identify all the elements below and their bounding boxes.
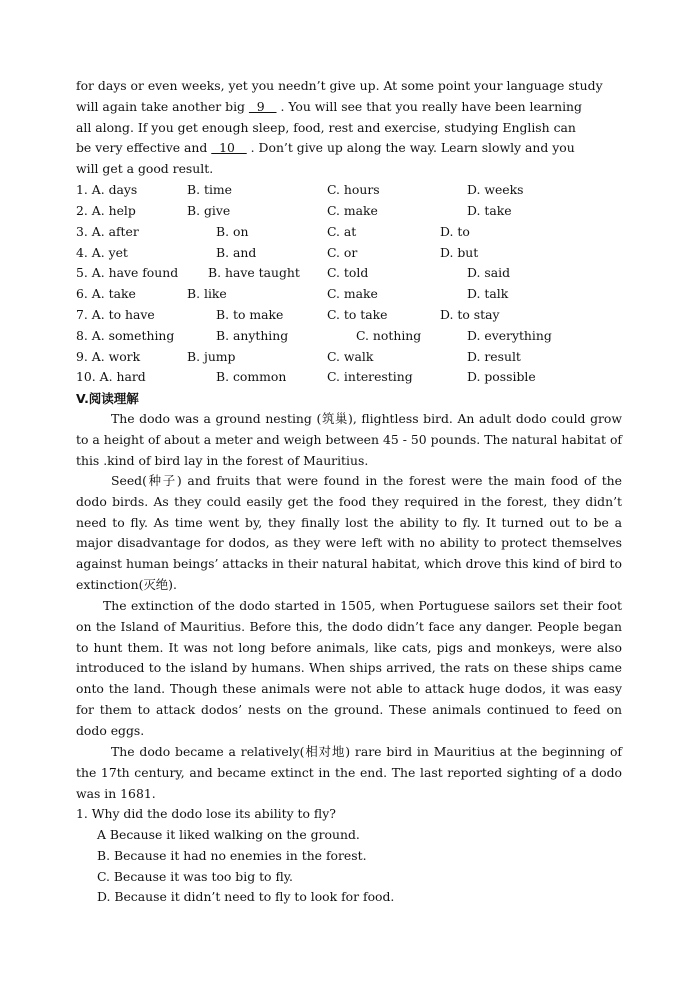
option-b: B. give — [187, 203, 231, 218]
option-b: B. have taught — [208, 265, 300, 280]
option-c: C. told — [327, 265, 369, 280]
question-1-choice-a: A Because it liked walking on the ground. — [97, 827, 360, 842]
option-b: B. and — [216, 245, 257, 260]
option-d: D. possible — [467, 369, 536, 384]
passage-paragraph-1: The dodo was a ground nesting (筑巢), flightless bird. An adult dodo could grow to a height of about a meter and weigh between 45 - 50 pounds. The natural habitat of this .kind of bird lay in the forest of Mauritius. — [76, 411, 622, 468]
option-b: B. on — [216, 224, 249, 239]
cloze-line-4 — [76, 138, 622, 159]
option-d: D. talk — [467, 286, 509, 301]
passage-paragraph-3: The extinction of the dodo started in 1505, when Portuguese sailors set their foot on the Island of Mauritius. Before this, the dodo didn’t face any danger. People began to hunt them. It was not long before animals, like cats, pigs and monkeys, were also introduced to the island by humans. When ships arrived, the rats on these ships came onto the land. Though these animals were not able to attack huge dodos, it was easy for them to attack dodos’ nests on the ground. These animals continued to feed on dodo eggs. — [76, 598, 622, 738]
option-c: C. or — [327, 245, 358, 260]
option-a: 9. A. work — [76, 349, 141, 364]
option-c: C. at — [327, 224, 357, 239]
option-d: D. to stay — [440, 307, 500, 322]
option-d: D. but — [440, 245, 479, 260]
passage-paragraph-4: The dodo became a relatively(相对地) rare bird in Mauritius at the beginning of the 17th century, and became extinct in the end. The last reported sighting of a dodo was in 1681. — [76, 744, 622, 801]
cloze-line-2-end: . You will see that you really have been learning — [276, 98, 582, 114]
option-b: B. common — [216, 369, 287, 384]
cloze-passage-tail — [76, 76, 622, 180]
option-d: D. weeks — [467, 182, 524, 197]
option-c: C. make — [327, 286, 378, 301]
question-1-choice-d: D. Because it didn’t need to fly to look for food. — [97, 889, 395, 904]
cloze-line-3: all along. If you get enough sleep, food, rest and exercise, studying English can — [76, 119, 576, 135]
question-1-choice-c: C. Because it was too big to fly. — [97, 869, 293, 884]
option-b: B. to make — [216, 307, 284, 322]
option-a: 8. A. something — [76, 328, 175, 343]
option-c: C. make — [327, 203, 378, 218]
option-d: D. said — [467, 265, 511, 280]
option-c: C. hours — [327, 182, 380, 197]
option-b: B. anything — [216, 328, 289, 343]
option-d: D. to — [440, 224, 470, 239]
option-a: 1. A. days — [76, 182, 138, 197]
option-a: 10. A. hard — [76, 369, 146, 384]
question-1-choice-b: B. Because it had no enemies in the forest. — [97, 848, 367, 863]
blank-9: 9 — [248, 98, 277, 114]
cloze-line-5: will get a good result. — [76, 161, 214, 177]
cloze-line-4-start: be very effective and — [76, 140, 212, 156]
option-d: D. result — [467, 349, 521, 364]
option-a: 7. A. to have — [76, 307, 155, 322]
option-c: C. interesting — [327, 369, 413, 384]
option-b: B. like — [187, 286, 227, 301]
option-c: C. nothing — [356, 328, 422, 343]
cloze-line-2-start: will again take another big — [76, 98, 249, 114]
option-a: 2. A. help — [76, 203, 136, 218]
option-a: 4. A. yet — [76, 245, 128, 260]
option-d: D. take — [467, 203, 512, 218]
option-b: B. time — [187, 182, 233, 197]
option-a: 5. A. have found — [76, 265, 179, 280]
question-1-stem: 1. Why did the dodo lose its ability to fly? — [76, 806, 336, 821]
cloze-line-2 — [76, 97, 622, 118]
option-c: C. walk — [327, 349, 374, 364]
option-b: B. jump — [187, 349, 236, 364]
option-a: 6. A. take — [76, 286, 136, 301]
option-c: C. to take — [327, 307, 388, 322]
option-d: D. everything — [467, 328, 552, 343]
cloze-line-1: for days or even weeks, yet you needn’t give up. At some point your language study — [76, 78, 603, 93]
option-a: 3. A. after — [76, 224, 139, 239]
blank-10: 10 — [211, 140, 247, 156]
section-heading: V.阅读理解 — [76, 391, 139, 406]
cloze-line-4-end: . Don’t give up along the way. Learn slowly and you — [246, 140, 575, 156]
passage-paragraph-2: Seed(种子) and fruits that were found in the forest were the main food of the dodo birds. As they could easily get the food they required in the forest, they didn’t need to fly. As time went by, they finally lost the ability to fly. It turned out to be a major disadvantage for dodos, as they were left with no ability to protect themselves against human beings’ attacks in their natural habitat, which drove this kind of bird to extinction(灭绝). — [76, 473, 622, 592]
